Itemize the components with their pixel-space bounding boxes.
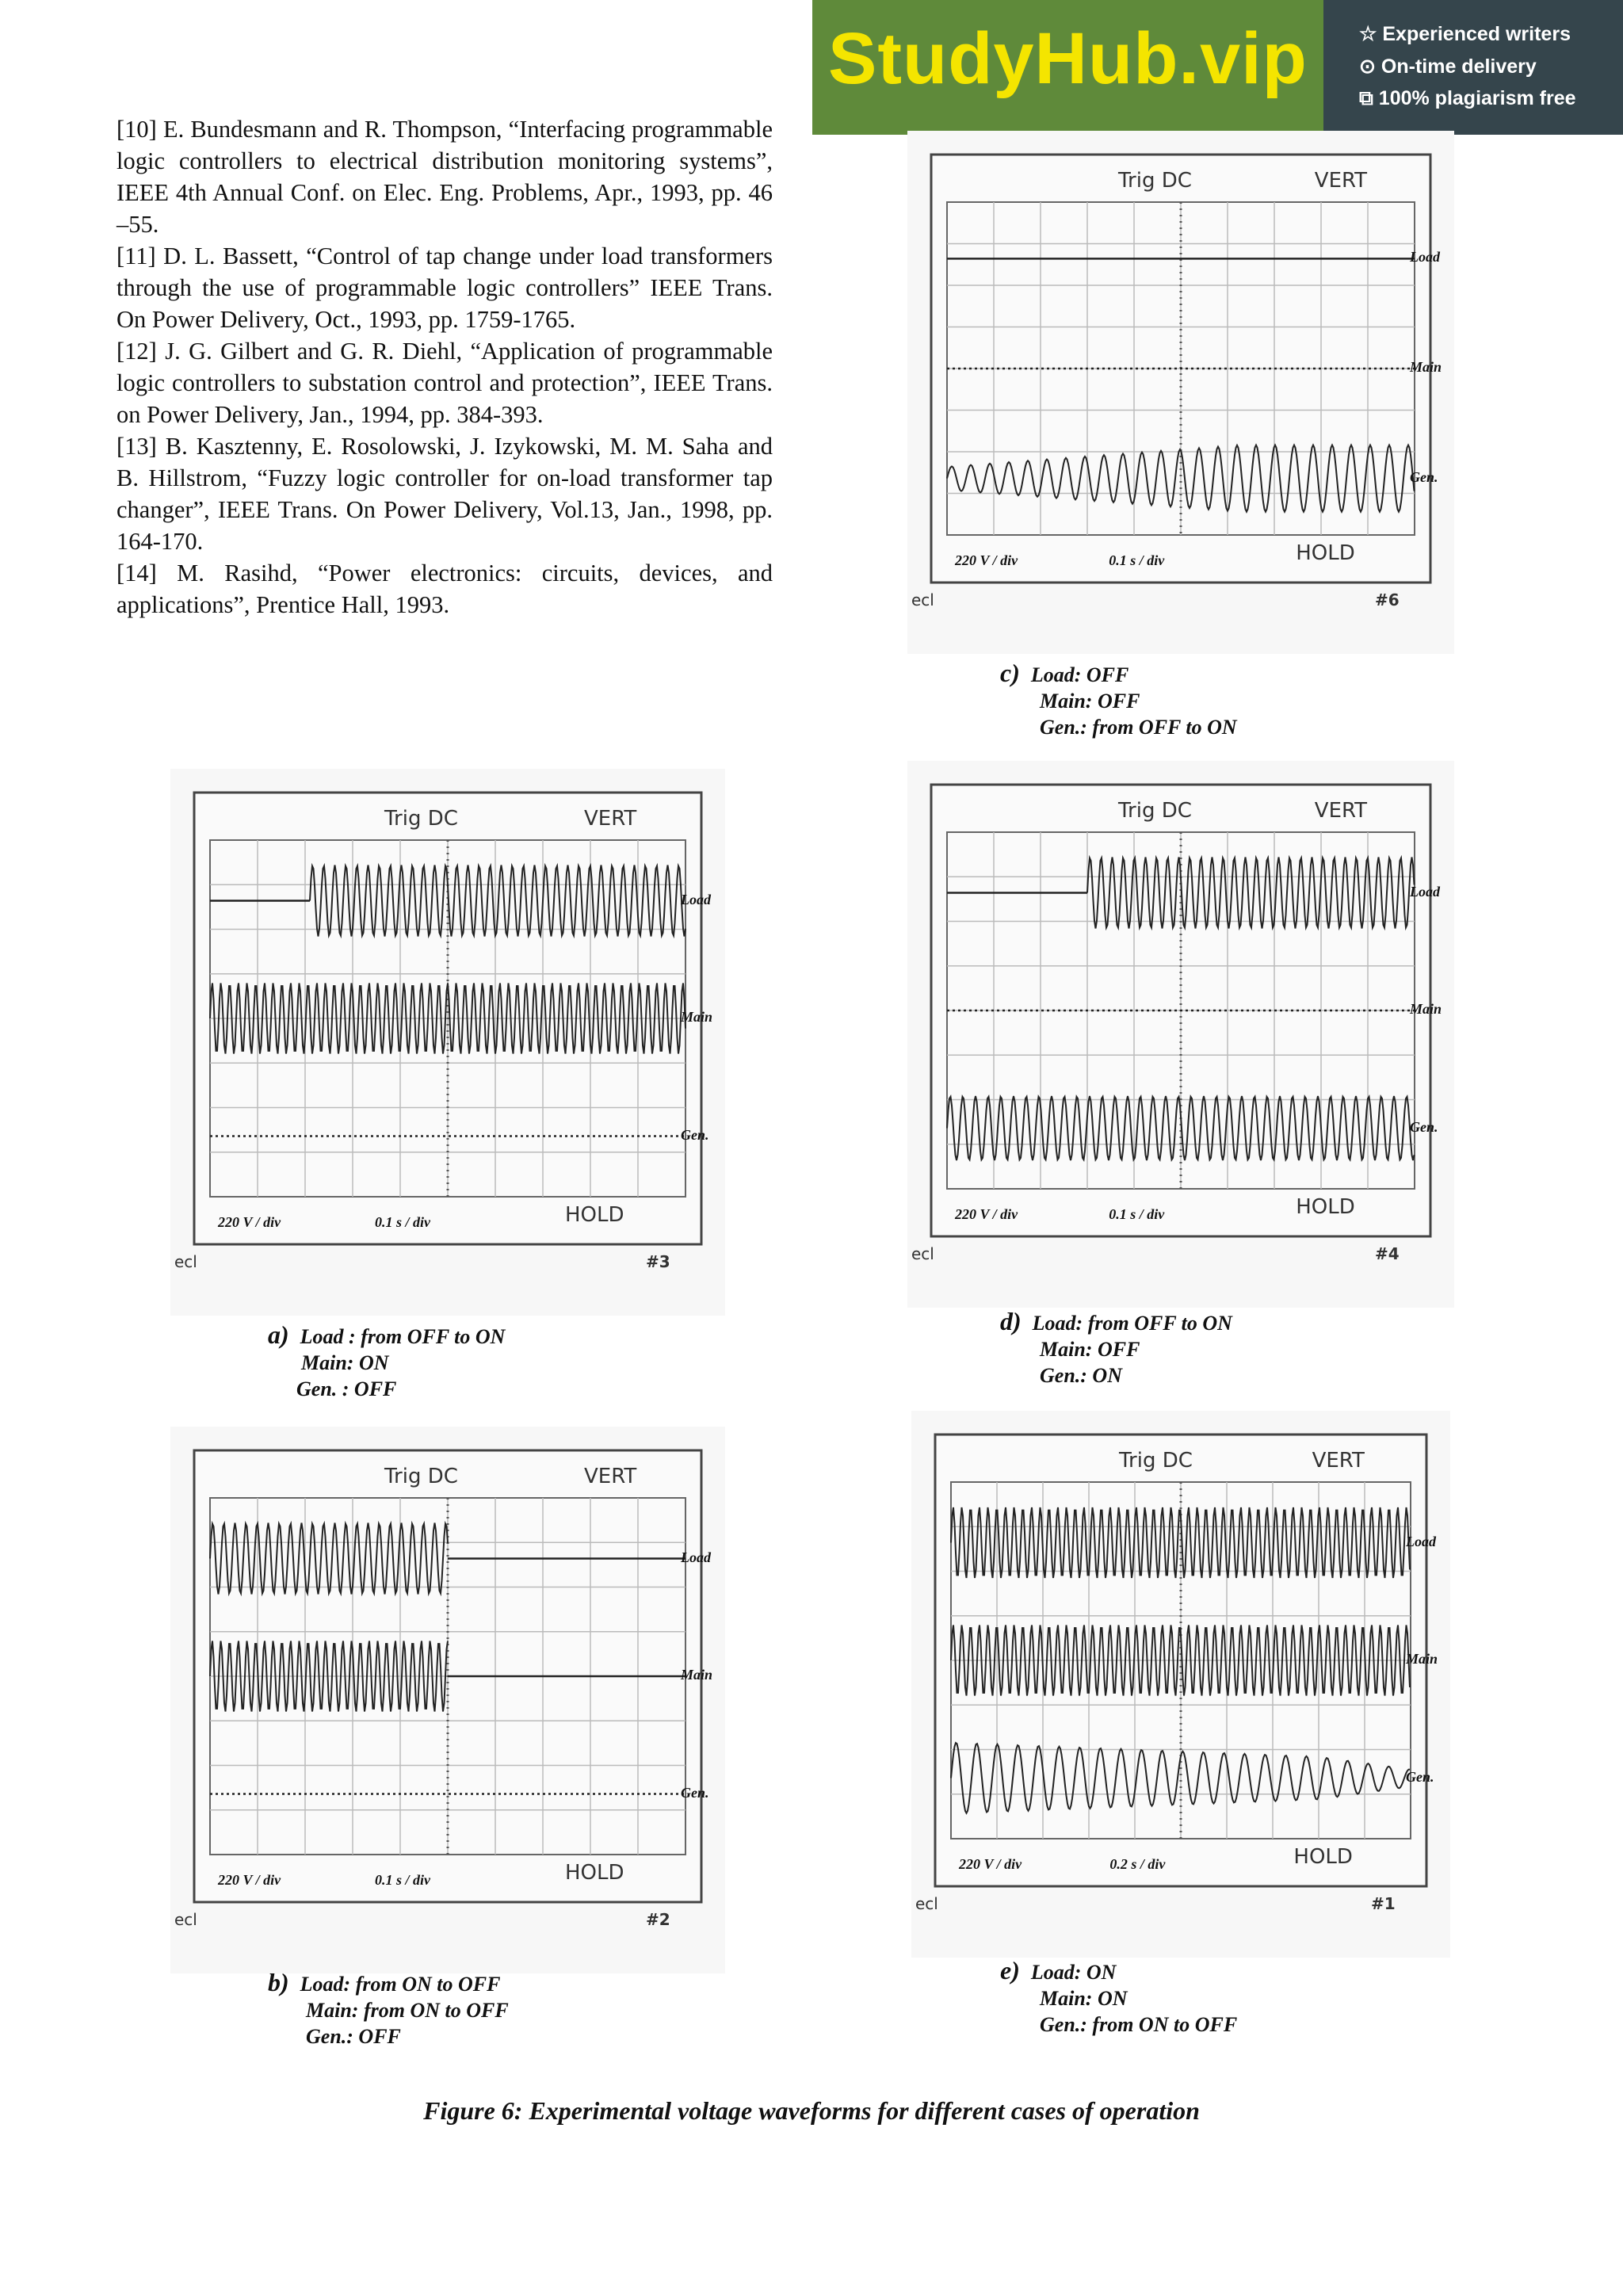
reference-13: [13] B. Kasztenny, E. Rosolowski, J. Izykowski, M. M. Saha and B. Hillstrom, “Fuzzy logic controller for on-load transformer tap changer”, IEEE Trans. On Power Delivery, Vol.13, Jan., 1998, pp. 164-170. <box>116 433 773 555</box>
case-d <box>1000 1308 1232 1389</box>
channel-label-main: Main <box>1406 1651 1438 1667</box>
trigger-readout: Trig DC <box>1119 1449 1193 1473</box>
ecl-mark: ecl <box>915 1894 938 1913</box>
case-letter: a) <box>268 1320 289 1349</box>
oscilloscope-screen <box>911 1411 1450 1958</box>
perks-panel <box>1323 0 1623 135</box>
channel-label-gen: Gen. <box>1410 1118 1438 1135</box>
time-scale: 0.1 s / div <box>375 1872 430 1888</box>
scope-panel-a <box>170 769 725 1316</box>
document-icon: ⧉ <box>1359 87 1379 109</box>
scope-panel-c <box>907 131 1454 654</box>
channel-label-gen: Gen. <box>1406 1768 1434 1785</box>
volt-scale: 220 V / div <box>959 1856 1022 1872</box>
oscilloscope-screen <box>907 131 1454 654</box>
channel-label-load: Load <box>1410 249 1440 266</box>
channel-label-main: Main <box>1410 359 1442 375</box>
channel-label-main: Main <box>1410 1001 1442 1017</box>
shot-number: #1 <box>1371 1894 1396 1913</box>
case-line: Load: OFF <box>1030 663 1129 686</box>
case-line: Gen.: OFF <box>306 2025 401 2048</box>
vert-readout: VERT <box>1312 1449 1365 1473</box>
case-line: Gen. : OFF <box>296 1377 397 1400</box>
vert-readout: VERT <box>584 1465 637 1488</box>
case-line: Main: ON <box>301 1351 389 1374</box>
shot-number: #6 <box>1375 590 1400 609</box>
reference-12: [12] J. G. Gilbert and G. R. Diehl, “Application of programmable logic controllers to substation control and protection”, IEEE Trans. on Power Delivery, Jan., 1994, pp. 384-393. <box>116 338 773 428</box>
case-a <box>268 1322 505 1402</box>
time-scale: 0.2 s / div <box>1109 1856 1166 1872</box>
shot-number: #4 <box>1375 1244 1400 1263</box>
ecl-mark: ecl <box>174 1910 197 1929</box>
hold-readout: HOLD <box>565 1203 624 1227</box>
case-line: Load : from OFF to ON <box>300 1325 506 1348</box>
volt-scale: 220 V / div <box>955 552 1018 568</box>
trigger-readout: Trig DC <box>1118 799 1192 823</box>
channel-label-main: Main <box>681 1009 713 1025</box>
reference-10: [10] E. Bundesmann and R. Thompson, “Interfacing programmable logic controllers to electrical distribution monitoring systems”, IEEE 4th Annual Conf. on Elec. Eng. Problems, Apr., 1993, pp. 46 –55. <box>116 116 773 238</box>
case-line: Load: from OFF to ON <box>1032 1312 1232 1335</box>
hold-readout: HOLD <box>1296 541 1355 565</box>
hold-readout: HOLD <box>1293 1845 1353 1869</box>
trigger-readout: Trig DC <box>384 807 458 831</box>
case-line: Load: from ON to OFF <box>300 1973 501 1996</box>
case-letter: e) <box>1000 1956 1020 1985</box>
channel-label-gen: Gen. <box>681 1784 709 1801</box>
case-line: Load: ON <box>1030 1961 1117 1984</box>
oscilloscope-screen <box>907 761 1454 1308</box>
perk-writers: ☆ Experienced writers <box>1359 23 1571 45</box>
time-scale: 0.1 s / div <box>1109 552 1165 568</box>
studyhub-banner[interactable] <box>812 0 1623 135</box>
ecl-mark: ecl <box>174 1252 197 1271</box>
case-line: Main: from ON to OFF <box>306 1999 509 2022</box>
case-line: Main: OFF <box>1040 1338 1140 1361</box>
volt-scale: 220 V / div <box>955 1206 1018 1222</box>
hold-readout: HOLD <box>565 1861 624 1885</box>
case-line: Main: ON <box>1040 1987 1128 2010</box>
case-e <box>1000 1958 1237 2038</box>
scope-panel-e <box>911 1411 1450 1958</box>
ecl-mark: ecl <box>911 1244 934 1263</box>
reference-11: [11] D. L. Bassett, “Control of tap change under load transformers through the use of programmable logic controllers” IEEE Trans. On Power Delivery, Oct., 1993, pp. 1759-1765. <box>116 243 773 333</box>
case-c <box>1000 660 1237 740</box>
channel-label-load: Load <box>681 891 711 907</box>
channel-label-gen: Gen. <box>681 1126 709 1143</box>
vert-readout: VERT <box>584 807 637 831</box>
perk-delivery: ⊙ On-time delivery <box>1359 55 1537 78</box>
scope-panel-b <box>170 1427 725 1973</box>
vert-readout: VERT <box>1314 169 1368 193</box>
vert-readout: VERT <box>1314 799 1368 823</box>
oscilloscope-screen <box>170 769 725 1316</box>
star-icon: ☆ <box>1359 23 1383 45</box>
references-list <box>116 113 773 621</box>
channel-label-main: Main <box>681 1667 713 1683</box>
trigger-readout: Trig DC <box>1118 169 1192 193</box>
case-line: Gen.: ON <box>1040 1364 1122 1387</box>
volt-scale: 220 V / div <box>218 1214 281 1230</box>
channel-label-gen: Gen. <box>1410 468 1438 485</box>
case-letter: c) <box>1000 659 1020 687</box>
case-letter: b) <box>268 1968 289 1996</box>
case-line: Gen.: from OFF to ON <box>1040 716 1237 739</box>
brand-logo: StudyHub.vip <box>828 18 1308 99</box>
ecl-mark: ecl <box>911 590 934 609</box>
shot-number: #2 <box>646 1910 670 1929</box>
time-scale: 0.1 s / div <box>375 1214 430 1230</box>
reference-14: [14] M. Rasihd, “Power electronics: circuits, devices, and applications”, Prentice Hall, 1993. <box>116 560 773 618</box>
channel-label-load: Load <box>1406 1533 1436 1549</box>
shot-number: #3 <box>646 1252 670 1271</box>
channel-label-load: Load <box>681 1549 711 1565</box>
hold-readout: HOLD <box>1296 1195 1355 1219</box>
volt-scale: 220 V / div <box>218 1872 281 1888</box>
case-letter: d) <box>1000 1307 1022 1335</box>
case-line: Gen.: from ON to OFF <box>1040 2013 1238 2036</box>
clock-icon: ⊙ <box>1359 55 1381 78</box>
channel-label-load: Load <box>1410 883 1440 900</box>
case-b <box>268 1969 509 2050</box>
trigger-readout: Trig DC <box>384 1465 458 1488</box>
time-scale: 0.1 s / div <box>1109 1206 1165 1222</box>
oscilloscope-screen <box>170 1427 725 1973</box>
figure-caption: Figure 6: Experimental voltage waveforms for different cases of operation <box>423 2096 1200 2125</box>
perk-plagiarism: ⧉ 100% plagiarism free <box>1359 87 1576 109</box>
scope-panel-d <box>907 761 1454 1308</box>
case-line: Main: OFF <box>1040 690 1140 712</box>
